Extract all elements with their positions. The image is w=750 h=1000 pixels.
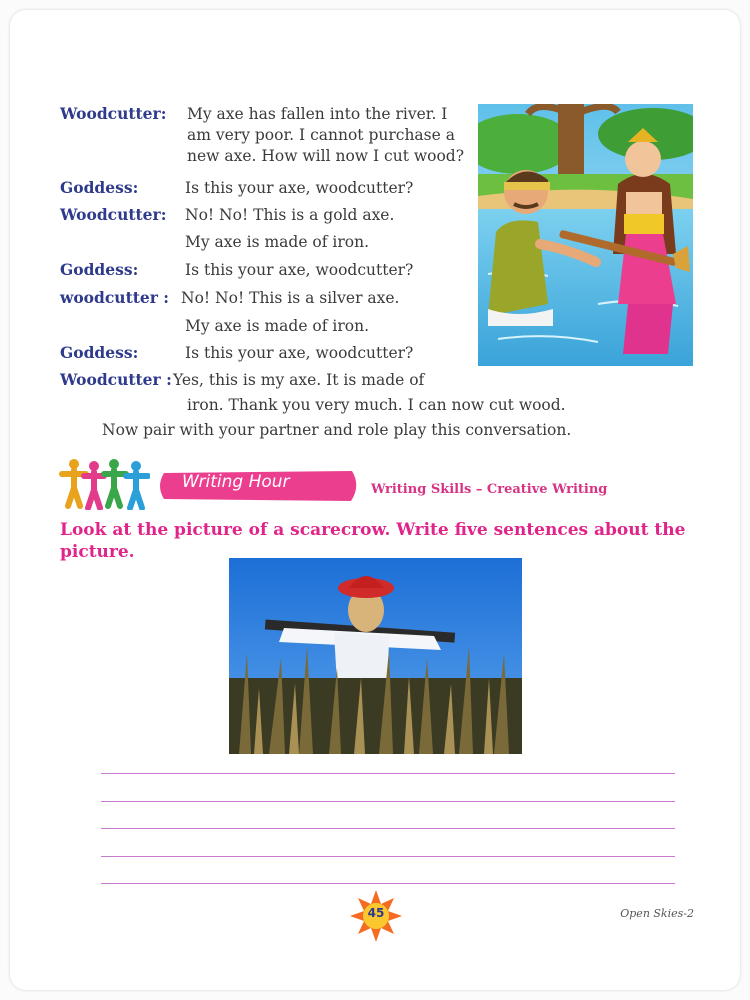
dialogue-line: Is this your axe, woodcutter? [185,261,414,279]
dialogue-line: No! No! This is a gold axe. [185,206,395,224]
speaker-name: Woodcutter: [60,104,167,123]
dialogue-line: My axe is made of iron. [185,317,370,335]
page-number: 45 [367,906,385,920]
dialogue-line: Is this your axe, woodcutter? [185,179,414,197]
writing-line[interactable] [101,828,675,829]
dialogue-line: My axe has fallen into the river. I [187,105,448,123]
woodcutter-goddess-illustration [478,104,693,366]
dialogue-line: No! No! This is a silver axe. [181,289,400,307]
scarecrow-photo [229,558,522,754]
children-group-icon [58,456,150,510]
dialogue-line: My axe is made of iron. [185,233,370,251]
speaker-name: Woodcutter: [60,205,167,224]
pair-instruction: Now pair with your partner and role play this conversation. [102,421,572,439]
speaker-name: Goddess: [60,178,139,197]
speaker-name: Goddess: [60,260,139,279]
book-title: Open Skies-2 [620,907,694,920]
writing-line[interactable] [101,773,675,774]
dialogue-line: new axe. How will now I cut wood? [187,147,465,165]
section-subtitle: Writing Skills – Creative Writing [371,482,608,497]
dialogue-line: am very poor. I cannot purchase a [187,126,455,144]
dialogue-line: Yes, this is my axe. It is made of [173,371,425,389]
writing-line[interactable] [101,856,675,857]
writing-line[interactable] [101,883,675,884]
section-title: Writing Hour [182,472,290,492]
speaker-name: woodcutter : [60,288,170,307]
dialogue-line: Is this your axe, woodcutter? [185,344,414,362]
task-instruction: Look at the picture of a scarecrow. Write five sentences about the picture. [60,520,686,562]
dialogue-line: iron. Thank you very much. I can now cut wood. [187,396,566,414]
writing-line[interactable] [101,801,675,802]
speaker-name: Goddess: [60,343,139,362]
speaker-name: Woodcutter : [60,370,172,389]
